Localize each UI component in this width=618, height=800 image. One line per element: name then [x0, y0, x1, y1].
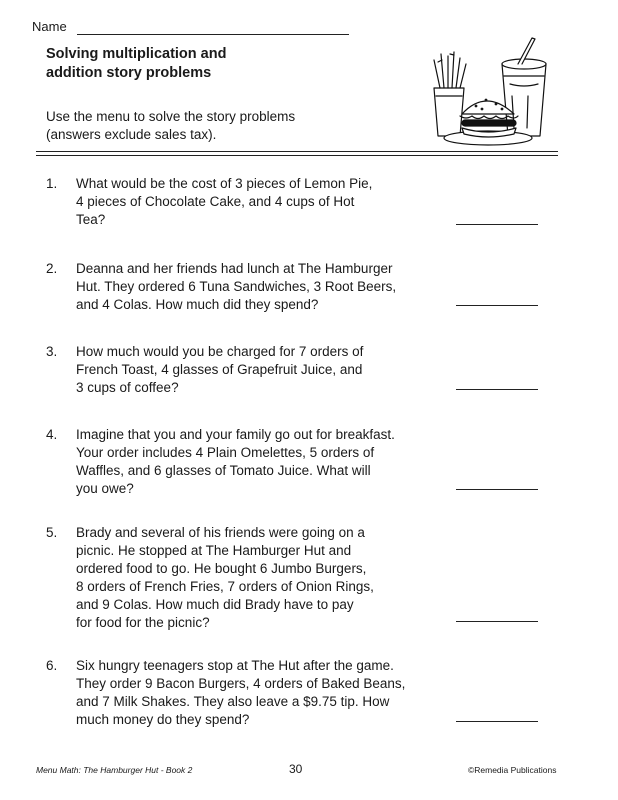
problem-line: you owe?	[76, 481, 134, 496]
header-rule	[36, 151, 558, 152]
name-line	[77, 34, 349, 35]
problem-number: 4.	[46, 427, 58, 442]
problem-line: 8 orders of French Fries, 7 orders of Onion Rings,	[76, 579, 374, 594]
answer-line[interactable]	[456, 621, 538, 622]
problem-line: and 9 Colas. How much did Brady have to pay	[76, 597, 354, 612]
problem-line: and 4 Colas. How much did they spend?	[76, 297, 319, 312]
name-label: Name	[32, 19, 67, 34]
problem-line: Imagine that you and your family go out for breakfast.	[76, 427, 395, 442]
problem-line: French Toast, 4 glasses of Grapefruit Juice, and	[76, 362, 363, 377]
worksheet-title	[46, 45, 226, 83]
answer-line[interactable]	[456, 305, 538, 306]
problem-line: They order 9 Bacon Burgers, 4 orders of Baked Beans,	[76, 676, 406, 691]
problem-number: 3.	[46, 344, 58, 359]
problem-number: 5.	[46, 525, 58, 540]
footer-book-title: Menu Math: The Hamburger Hut - Book 2	[36, 765, 193, 775]
problem-text	[76, 524, 436, 632]
problem-line: for food for the picnic?	[76, 615, 210, 630]
answer-line[interactable]	[456, 224, 538, 225]
problem-line: Six hungry teenagers stop at The Hut after the game.	[76, 658, 394, 673]
problem-line: ordered food to go. He bought 6 Jumbo Burgers,	[76, 561, 367, 576]
problem-line: much money do they spend?	[76, 712, 250, 727]
instruction-line-1: Use the menu to solve the story problems	[46, 109, 296, 124]
problem-text	[76, 426, 436, 498]
problem-line: Deanna and her friends had lunch at The Hamburger	[76, 261, 393, 276]
instruction-line-2: (answers exclude sales tax).	[46, 127, 217, 142]
problem-line: Hut. They ordered 6 Tuna Sandwiches, 3 Root Beers,	[76, 279, 397, 294]
answer-line[interactable]	[456, 389, 538, 390]
title-line-1: Solving multiplication and	[46, 46, 227, 62]
problem-line: Brady and several of his friends were going on a	[76, 525, 365, 540]
footer-copyright: ©Remedia Publications	[468, 765, 557, 775]
problem-line: Your order includes 4 Plain Omelettes, 5 orders of	[76, 445, 375, 460]
problem-line: What would be the cost of 3 pieces of Lemon Pie,	[76, 176, 373, 191]
problem-text	[76, 260, 436, 314]
page-number: 30	[289, 762, 303, 776]
problem-line: picnic. He stopped at The Hamburger Hut and	[76, 543, 352, 558]
problem-number: 6.	[46, 658, 58, 673]
problem-line: Tea?	[76, 212, 106, 227]
title-line-2: addition story problems	[46, 65, 212, 81]
problem-number: 2.	[46, 261, 58, 276]
problem-text	[76, 657, 436, 729]
problem-line: 4 pieces of Chocolate Cake, and 4 cups of Hot	[76, 194, 355, 209]
instructions	[46, 108, 295, 144]
header-rule-thin	[36, 155, 558, 156]
answer-line[interactable]	[456, 489, 538, 490]
problem-line: 3 cups of coffee?	[76, 380, 179, 395]
problem-number: 1.	[46, 176, 58, 191]
problem-line: How much would you be charged for 7 orders of	[76, 344, 364, 359]
problem-text	[76, 175, 436, 229]
problem-text	[76, 343, 436, 397]
problem-line: Waffles, and 6 glasses of Tomato Juice. What will	[76, 463, 371, 478]
problem-line: and 7 Milk Shakes. They also leave a $9.75 tip. How	[76, 694, 390, 709]
burger-fries-drink-icon	[428, 36, 560, 148]
answer-line[interactable]	[456, 721, 538, 722]
